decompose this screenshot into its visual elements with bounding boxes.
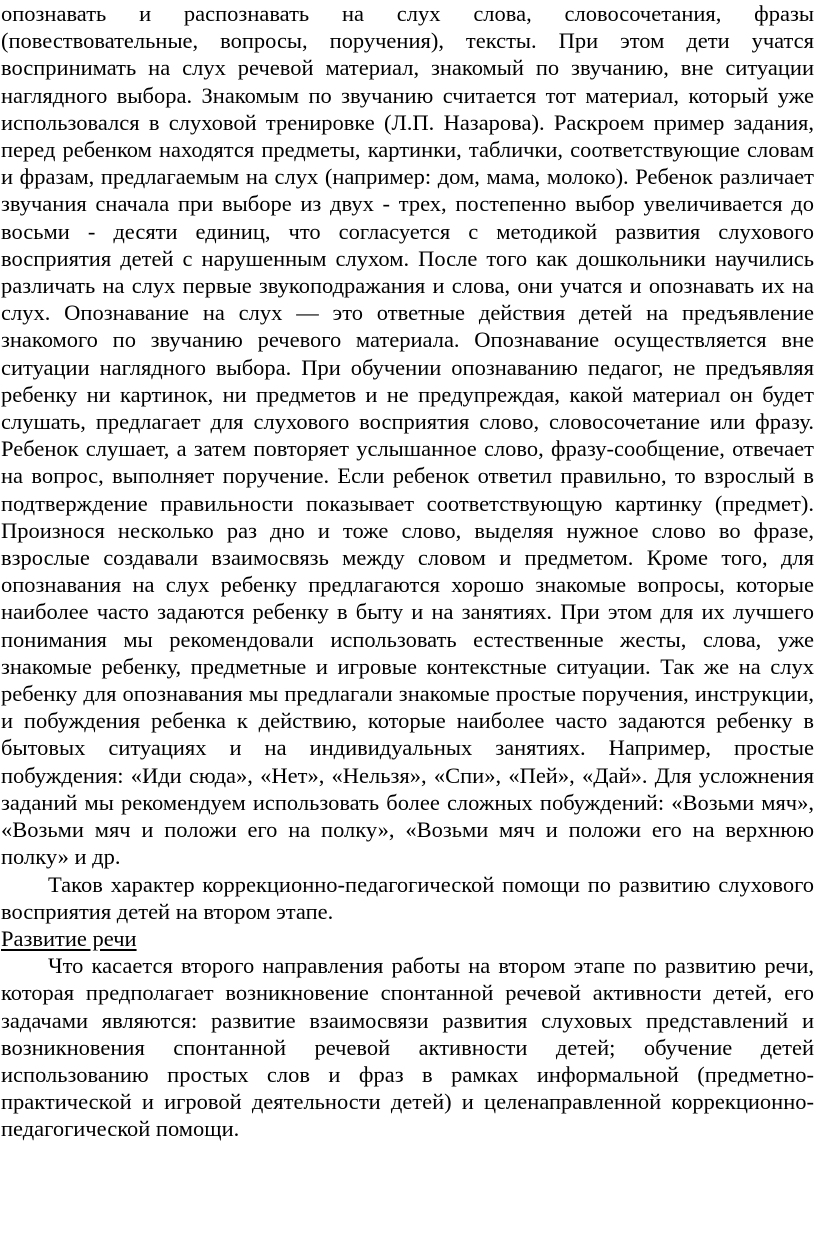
section-heading-speech-development: Развитие речи	[1, 925, 137, 951]
paragraph-summary: Таков характер коррекционно-педагогической помощи по развитию слухового восприятия детей на втором этапе.	[1, 871, 814, 924]
paragraph-auditory-recognition: опознавать и распознавать на слух слова, словосочетания, фразы (повествовательные, вопросы, поручения), тексты. При этом дети учатся воспринимать на слух речевой материал, знакомый по звучанию, вне ситуации наглядного выбора. Знакомым по звучанию считается тот материал, который уже использовался в слуховой тренировке (Л.П. Назарова). Раскроем пример задания, перед ребенком находятся предметы, картинки, таблички, соответствующие словам и фразам, предлагаемым на слух (например: дом, мама, молоко). Ребенок различает звучания сначала при выборе из двух - трех, постепенно выбор увеличивается до восьми - десяти единиц, что согласуется с методикой развития слухового восприятия детей с нарушенным слухом. После того как дошкольники научились различать на слух первые звукоподражания и слова, они учатся и опознавать их на слух. Опознавание на слух — это ответные действия детей на предъявление знакомого по звучанию речевого материала. Опознавание осуществляется вне ситуации наглядного выбора. При обучении опознаванию педагог, не предъявляя ребенку ни картинок, ни предметов и не предупреждая, какой материал он будет слушать, предлагает для слухового восприятия слово, словосочетание или фразу. Ребенок слушает, а затем повторяет услышанное слово, фразу-сообщение, отвечает на вопрос, выполняет поручение. Если ребенок ответил правильно, то взрослый в подтверждение правильности показывает соответствующую картинку (предмет). Произнося несколько раз дно и тоже слово, выделяя нужное слово во фразе, взрослые создавали взаимосвязь между словом и предметом. Кроме того, для опознавания на слух ребенку предлагаются хорошо знакомые вопросы, которые наиболее часто задаются ребенку в быту и на занятиях. При этом для их лучшего понимания мы рекомендовали использовать естественные жесты, слова, уже знакомые ребенку, предметные и игровые контекстные ситуации. Так же на слух ребенку для опознавания мы предлагали знакомые простые поручения, инструкции, и побуждения ребенка к действию, которые наиболее часто задаются ребенку в бытовых ситуациях и на индивидуальных занятиях. Например, простые побуждения: «Иди сюда», «Нет», «Нельзя», «Спи», «Пей», «Дай». Для усложнения заданий мы рекомендуем использовать более сложных побуждений: «Возьми мяч», «Возьми мяч и положи его на полку», «Возьми мяч и положи его на верхнюю полку» и др.	[1, 1, 814, 870]
paragraph-speech-development: Что касается второго направления работы на втором этапе по развитию речи, которая предполагает возникновение спонтанной речевой активности детей, его задачами являются: развитие взаимосвязи развития слуховых представлений и возникновения спонтанной речевой активности детей; обучение детей использованию простых слов и фраз в рамках информальной (предметно-практической и игровой деятельности детей) и целенаправленной коррекционно-педагогической помощи.	[1, 953, 814, 1142]
